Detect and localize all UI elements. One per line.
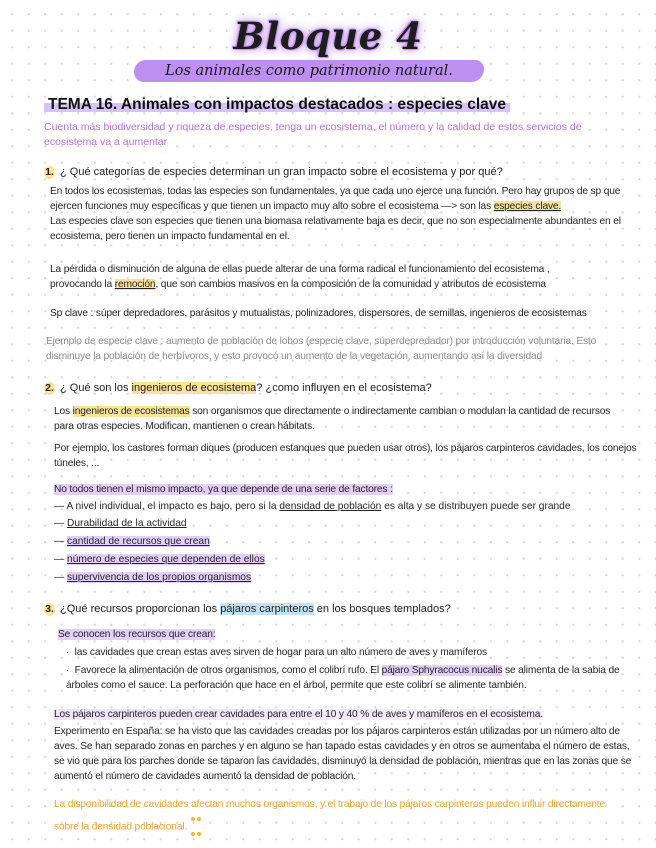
q3-intro-text: Se conocen los recursos que crean: bbox=[58, 629, 216, 640]
question-2-text-c: ? ¿como influyen en el ecosistema? bbox=[256, 382, 432, 394]
question-2-text-a: ¿ Qué son los bbox=[60, 382, 132, 394]
question-2 bbox=[44, 381, 614, 396]
q1-p2-text: La pérdida o disminución de alguna de ellas puede alterar de una forma radical el funcionamiento del ecosistema , bbox=[50, 264, 550, 275]
tema-heading: TEMA 16. Animales con impactos destacados : especies clave bbox=[44, 96, 510, 114]
q3-conclusion-text: La disponibilidad de cavidades afectan muchos organismos, y el trabajo de los pájaros carpinteros pueden influir directamente sobre la densidad poblacional. bbox=[54, 799, 605, 833]
q2-p1-c: son organismos que directamente o indirectamente cambian o modulan la cantidad de recursos para otras especies. Modifican, mantienen o crean hábitats. bbox=[54, 406, 611, 432]
factor-4-text: número de especies que dependen de ellos bbox=[67, 554, 265, 565]
keyword-sphyracocus: pájaro Sphyracocus nucalis bbox=[381, 665, 503, 676]
q3-bullet-2-a: Favorece la alimentación de otros organismos, como el colibrí rufo. El bbox=[74, 665, 382, 676]
q3-paragraph-1 bbox=[54, 707, 639, 722]
factor-1-a: — A nivel individual, el impacto es bajo, pero si la bbox=[54, 501, 280, 512]
bullet-dot: · bbox=[66, 665, 70, 676]
q2-factors-intro-text: No todos tienen el mismo impacto, ya que depende de una serie de factores : bbox=[54, 484, 393, 495]
factor-1-c: es alta y se distribuyen puede ser grande bbox=[381, 501, 571, 512]
keyword-densidad: densidad de población bbox=[279, 501, 382, 512]
question-2-number: 2. bbox=[45, 382, 54, 394]
q1-paragraph-3: Sp clave : súper depredadores, parásitos y mutualistas, polinizadores, dispersores, de semillas, ingenieros de ecosistemas bbox=[50, 308, 587, 319]
factor-5-text: supervivencia de los propios organismos bbox=[67, 572, 252, 583]
question-1-number: 1. bbox=[45, 166, 54, 178]
page-subtitle: Los animales como patrimonio natural. bbox=[134, 60, 484, 82]
question-3-text-a: ¿Qué recursos proporcionan los bbox=[60, 603, 221, 615]
q1-p1-text: En todos los ecosistemas, todas las especies son fundamentales, ya que cada uno ejerce una función. Pero hay grupos de sp que ejercen funciones muy específicas y que tienen un impacto muy alto sobre el ecosistema —> son las bbox=[50, 186, 621, 212]
question-1 bbox=[44, 165, 614, 180]
question-3-number: 3. bbox=[45, 603, 54, 615]
question-1-text: ¿ Qué categorías de especies determinan un gran impacto sobre el ecosistema y por qué? bbox=[60, 166, 503, 178]
q3-bullet-2 bbox=[66, 663, 636, 693]
q3-bullet-1 bbox=[66, 645, 636, 660]
keyword-especies-clave: especies clave. bbox=[493, 201, 562, 212]
sparkle-icon bbox=[190, 812, 204, 842]
q1-p1-definition: Las especies clave son especies que tienen una biomasa relativamente baja es decir, que no son especialmente abundantes en el ecosistema, pero tienen un impacto fundamental en el. bbox=[50, 216, 621, 242]
factor-2-text: Durabilidad de la actividad bbox=[67, 518, 187, 529]
q1-paragraph-1 bbox=[50, 184, 635, 244]
q3-intro bbox=[58, 627, 215, 642]
question-3 bbox=[44, 602, 614, 617]
q1-paragraph-2 bbox=[50, 262, 635, 292]
q3-paragraph-2: Experimento en España: se ha visto que las cavidades creadas por los pájaros carpinteros están utilizadas por un número alto de aves. Se han separado zonas en parches y en alguno se han tapado estas cavidades y en otros se aumentaba el número de estas, se vio que para los parches donde se taparon las cavidades, disminuyó la densidad de población, mientras que en las zonas que se aumentó el número de cavidades aumentó la densidad de población. bbox=[54, 726, 632, 782]
q1-p2-lead: provocando la bbox=[50, 279, 115, 290]
factor-3: — cantidad de recursos que crean bbox=[54, 536, 210, 547]
q2-factors-intro bbox=[54, 482, 624, 497]
question-3-text-c: en los bosques templados? bbox=[313, 603, 451, 615]
q1-p2-tail: , que son cambios masivos en la composición de la comunidad y atributos de ecosistema bbox=[155, 279, 546, 290]
q3-bullet-2-c: se alimenta de la sabia de árboles como el sauce. La perforación que hace en el árbol, permite que este colibrí se alimente también. bbox=[66, 665, 620, 691]
factor-4: — número de especies que dependen de ellos bbox=[54, 554, 265, 565]
q1-example: Ejemplo de especie clave : aumento de población de lobos (especie clave, súperdepredador) por introducción voluntaria. Esto disminuye la población de herbívoros, y esto provocó un aumento de la vegetación, aumentando así la diversidad bbox=[46, 336, 597, 362]
factor-2: — Durabilidad de la actividad bbox=[54, 518, 187, 529]
q3-p1-text: Los pájaros carpinteros pueden crear cavidades para entre el 10 y 40 % de aves y mamíferos en el ecosistema. bbox=[54, 709, 543, 720]
factor-5: — supervivencia de los propios organismos bbox=[54, 572, 252, 583]
bullet-dot: · bbox=[66, 647, 70, 658]
keyword-ingenieros: ingenieros de ecosistema bbox=[131, 382, 257, 394]
keyword-remocion: remoción bbox=[114, 279, 156, 290]
q2-paragraph-1 bbox=[54, 404, 624, 434]
factor-3-text: cantidad de recursos que crean bbox=[67, 536, 210, 547]
tema-intro: Cuenta más biodiversidad y riqueza de especies, tenga un ecosistema, el número y la calidad de estos servicios de ecosistema va a aumentar bbox=[44, 121, 582, 148]
q2-p1-a: Los bbox=[54, 406, 73, 417]
page-title: Bloque 4 bbox=[233, 14, 423, 58]
q3-bullet-1-text: las cavidades que crean estas aves sirven de hogar para un alto número de aves y mamíferos bbox=[74, 647, 487, 658]
keyword-pajaros-carpinteros: pájaros carpinteros bbox=[220, 603, 314, 615]
keyword-ingenieros-ecosistemas: ingenieros de ecosistemas bbox=[72, 406, 190, 417]
factor-1 bbox=[54, 499, 634, 515]
q2-paragraph-2: Por ejemplo, los castores forman diques (producen estanques que pueden usar otros), los pájaros carpinteros cavidades, los conejos túneles, ... bbox=[54, 443, 637, 469]
q3-conclusion bbox=[54, 797, 624, 842]
